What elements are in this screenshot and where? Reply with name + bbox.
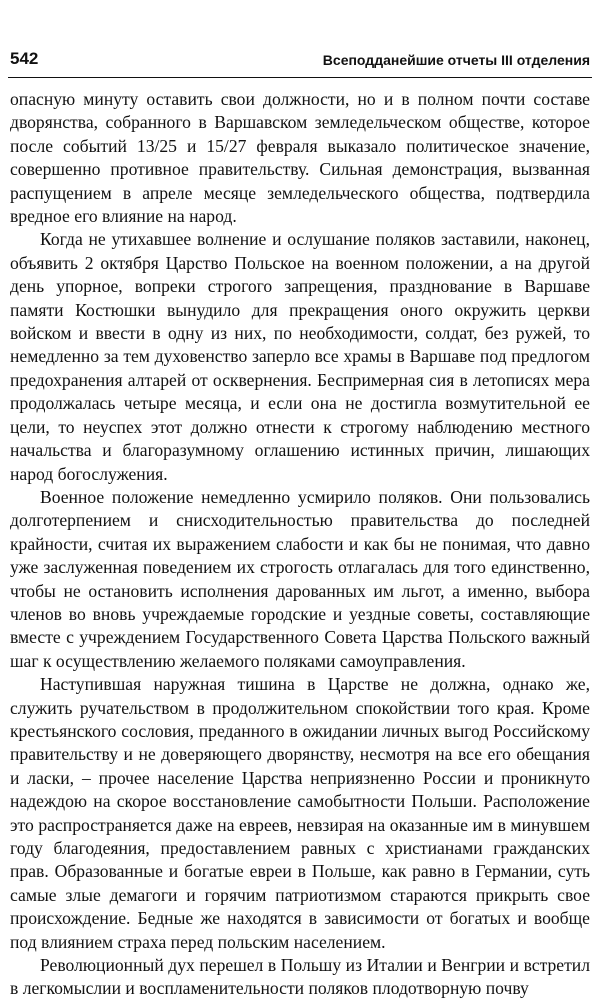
paragraph: Когда не утихавшее волнение и ослушание поляков заставили, наконец, объявить 2 октября Царство Польское на военном положении, а на другой день упорное, вопреки строгого запрещения, празднование в Варшаве памяти Костюшки вынудило для прекращения оного окружить церкви войском и ввести в одну из них, по необходимости, солдат, без ружей, то немедленно за тем духовенство заперло все храмы в Варшаве под предлогом предохранения алтарей от осквернения. Беспримерная сия в летописях мера продолжалась четыре месяца, и если она не достигла возмутительной ее цели, то неуспех этот должно отнести к строгому наблюдению местного начальства и благоразумному оглашению истинных причин, лишающих народ богослужения. — [10, 229, 590, 484]
header-rule — [8, 77, 592, 78]
paragraph: Революционный дух перешел в Польшу из Италии и Венгрии и встретил в легкомыслии и воспламенительности поляков плодотворную почву — [10, 955, 590, 999]
body-text — [10, 88, 590, 1001]
paragraph: Наступившая наружная тишина в Царстве не должна, однако же, служить ручательством в продолжительном спокойствии того края. Кроме крестьянского сословия, преданного в ожидании личных выгод Российскому правительству и не доверяющего дворянству, несмотря на все его обещания и ласки, – прочее население Царства неприязненно России и проникнуто надеждою на скорое восстановление самобытности Польши. Расположение это распространяется даже на евреев, невзирая на оказанные им в минувшем году благодеяния, предоставлением равных с христианами гражданских прав. Образованные и богатые евреи в Польше, как равно в Германии, суть самые злые демагоги и горячим патриотизмом стараются прикрыть свое происхождение. Бедные же находятся в зависимости от богатых и вообще под влиянием страха перед польским населением. — [10, 674, 590, 952]
running-title: Всеподданейшие отчеты III отделения — [322, 52, 590, 68]
paragraph: Военное положение немедленно усмирило поляков. Они пользовались долготерпением и снисходительностью правительства до последней крайности, считая их выражением слабости и как бы не понимая, что давно уже заслуженная поведением их строгость отлагалась для того единственно, чтобы не остановить исполнения дарованных им льгот, а именно, выбора членов во вновь учреждаемые городские и уездные советы, составляющие вместе с учреждением Государственного Совета Царства Польского важный шаг к осуществлению желаемого поляками самоуправления. — [10, 486, 590, 671]
paragraph: опасную минуту оставить свои должности, но и в полном почти составе дворянства, собранного в Варшавском земледельческом обществе, которое после событий 13/25 и 15/27 февраля выказало политическое значение, совершенно противное правительству. Сильная демонстрация, вызванная распущением в апреле месяце земледельческого общества, подтвердила вредное его влияние на народ. — [10, 89, 590, 227]
page-number: 542 — [10, 49, 39, 68]
page-header — [8, 48, 592, 72]
